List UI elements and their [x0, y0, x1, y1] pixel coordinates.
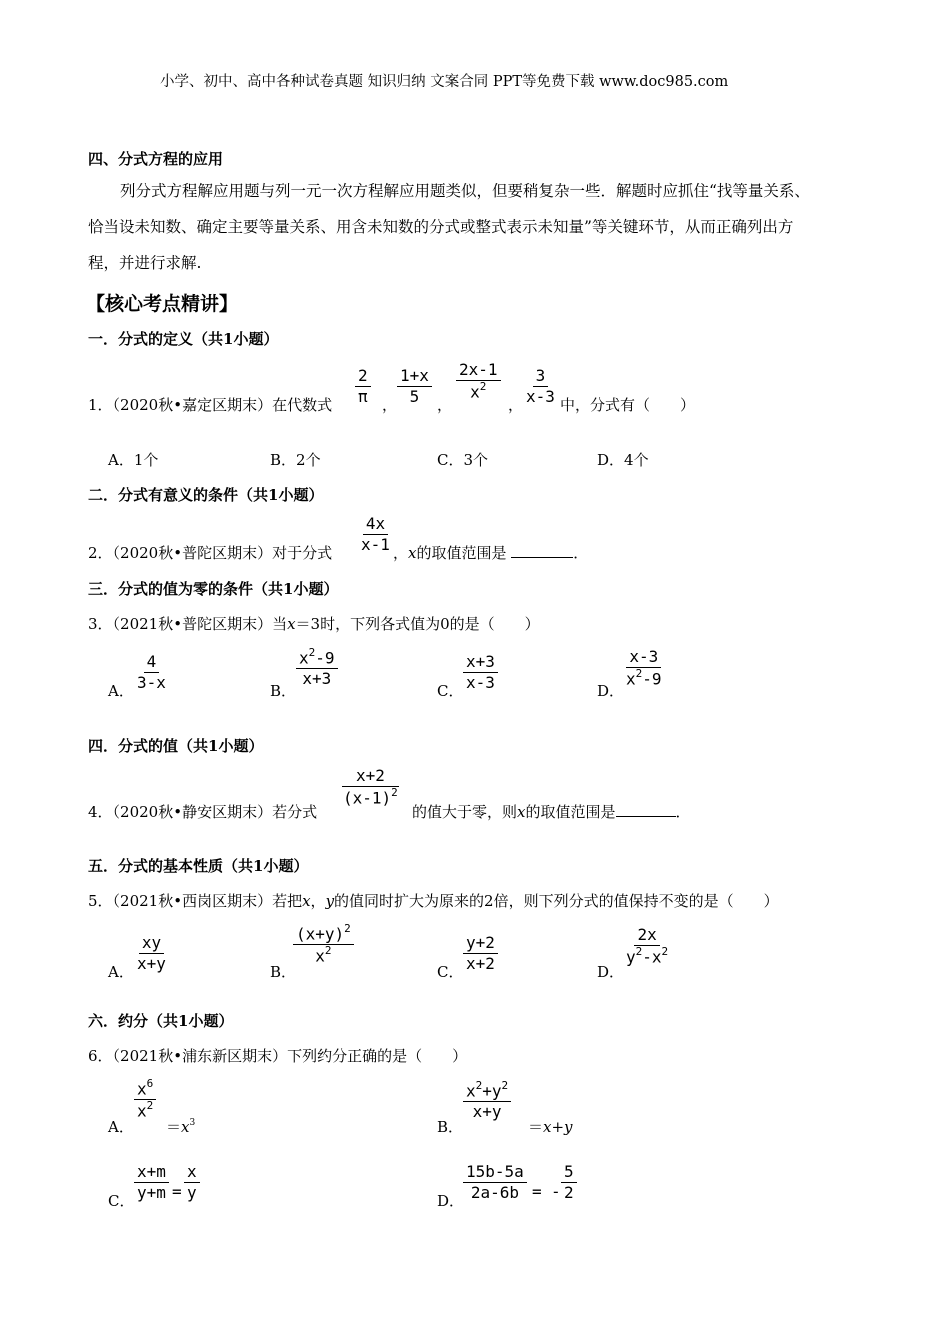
numerator: x-3 — [626, 648, 661, 668]
variable-x: x — [408, 544, 417, 562]
q1-separator-2: ， — [437, 396, 453, 414]
q5-option-d-fraction[interactable] — [623, 926, 671, 966]
q1-stem-post: 中，分式有（ ） — [560, 396, 696, 414]
exponent: 2 — [146, 1099, 154, 1113]
q6-option-d-minus: - — [551, 1182, 561, 1201]
q1-option-a[interactable]: A．1个 — [108, 451, 159, 469]
exponent: 2 — [479, 379, 487, 393]
exponent: 6 — [146, 1077, 154, 1090]
topic-3-title: 三．分式的值为零的条件（共1小题） — [88, 580, 339, 598]
stem-tail: 的取值范围是 — [416, 544, 507, 562]
numerator: 3 — [533, 367, 549, 387]
period: ． — [675, 803, 691, 821]
stem-mid: 的值大于零，则 — [412, 803, 518, 821]
equals: ＝ — [166, 1118, 182, 1136]
mid: +y — [482, 1081, 502, 1101]
q6-label-c[interactable]: C． — [108, 1192, 135, 1210]
q2-fraction — [358, 515, 393, 554]
q3-stem — [88, 613, 540, 634]
denominator: x-1 — [361, 534, 390, 554]
base: x — [626, 669, 636, 689]
mid: -x — [642, 947, 662, 967]
numerator: x+3 — [463, 653, 498, 673]
result-base: x — [181, 1118, 190, 1136]
base: x — [299, 648, 309, 668]
q4-stem-post — [412, 801, 691, 822]
topic-2-title: 二．分式有意义的条件（共1小题） — [88, 486, 324, 504]
q6-option-b-fraction[interactable] — [463, 1081, 511, 1121]
tail: -9 — [315, 648, 335, 668]
q1-separator-3: ， — [508, 396, 524, 414]
q6-stem: 6．（2021秋•浦东新区期末）下列约分正确的是（ ） — [88, 1047, 468, 1065]
base: x — [466, 1081, 476, 1101]
numerator: 2x-1 — [456, 361, 501, 381]
q3-label-b[interactable]: B． — [270, 682, 297, 700]
q3-label-d[interactable]: D． — [597, 682, 625, 700]
page-header: 小学、初中、高中各种试卷真题 知识归纳 文案合同 PPT等免费下载 www.doc985.com — [160, 74, 729, 90]
denominator: y+m — [137, 1182, 166, 1202]
variable-y: y — [325, 892, 335, 910]
q6-option-c-fraction-right[interactable] — [184, 1163, 200, 1202]
denominator: x-3 — [526, 386, 555, 406]
answer-blank[interactable] — [616, 802, 676, 817]
base: x — [137, 1101, 147, 1121]
denominator: x-3 — [466, 672, 495, 692]
numerator — [293, 924, 354, 945]
topic-6-title: 六．约分（共1小题） — [88, 1012, 234, 1030]
q1-separator-1: ， — [382, 396, 398, 414]
base: x — [315, 946, 325, 966]
q6-label-a[interactable]: A． — [108, 1118, 134, 1136]
paragraph-line-3: 程，并进行求解. — [88, 254, 202, 272]
variable-x: x — [517, 803, 526, 821]
stem-post: ＝3时，下列各式值为0的是（ ） — [295, 615, 540, 633]
numerator: x — [184, 1163, 200, 1183]
base: x — [470, 382, 480, 402]
denominator: 2 — [564, 1182, 574, 1202]
q6-option-c-equals: = — [172, 1182, 182, 1201]
q5-label-b[interactable]: B． — [270, 963, 297, 981]
exponent: 2 — [344, 922, 351, 935]
q3-option-b-fraction[interactable] — [296, 648, 338, 688]
denominator: y — [187, 1182, 197, 1202]
exponent: 2 — [501, 1079, 509, 1092]
q5-label-d[interactable]: D． — [597, 963, 625, 981]
numerator: 15b-5a — [463, 1163, 527, 1183]
result: x+y — [543, 1118, 573, 1136]
denominator — [623, 668, 665, 688]
topic-1-title: 一．分式的定义（共1小题） — [88, 330, 279, 348]
numerator: 5 — [561, 1163, 577, 1183]
base: (x+y) — [296, 924, 345, 944]
comma: ， — [310, 892, 326, 910]
q1-fraction-1 — [355, 367, 371, 406]
q5-option-c-fraction[interactable] — [463, 934, 498, 973]
q3-option-a-fraction[interactable] — [134, 653, 169, 692]
denominator — [467, 381, 489, 401]
variable-x: x — [287, 615, 296, 633]
q3-label-c[interactable]: C． — [437, 682, 464, 700]
stem-post: 的值同时扩大为原来的2倍，则下列分式的值保持不变的是（ ） — [334, 892, 779, 910]
base: x — [137, 1079, 147, 1099]
section-title-application: 四、分式方程的应用 — [88, 150, 224, 168]
numerator — [134, 1079, 156, 1100]
q5-option-b-fraction[interactable] — [293, 924, 354, 965]
numerator: xy — [139, 934, 164, 954]
result-exponent: 3 — [189, 1118, 196, 1128]
numerator: 2x — [634, 926, 659, 946]
paragraph-line-2: 恰当设未知数、确定主要等量关系、用含未知数的分式或整式表示未知量”等关键环节，从而正确列出方 — [88, 218, 794, 236]
q1-option-b[interactable]: B．2个 — [270, 451, 321, 469]
core-points-title: 【核心考点精讲】 — [86, 293, 239, 315]
base: (x-1) — [343, 788, 392, 808]
denominator: x+y — [472, 1102, 502, 1122]
q1-fraction-4 — [523, 367, 558, 406]
q5-option-a-fraction[interactable] — [134, 934, 169, 973]
q1-fraction-2 — [397, 367, 432, 406]
numerator — [463, 1081, 511, 1102]
q1-option-d[interactable]: D．4个 — [597, 451, 649, 469]
q1-stem-pre: 1．（2020秋•嘉定区期末）在代数式 — [88, 396, 333, 414]
q6-option-a-result — [166, 1116, 195, 1137]
paragraph-line-1: 列分式方程解应用题与列一元一次方程解应用题类似，但要稍复杂一些．解题时应抓住“找等量关系、 — [120, 182, 810, 200]
q5-label-c[interactable]: C． — [437, 963, 464, 981]
exponent: 2 — [308, 646, 316, 659]
denominator — [134, 1100, 156, 1120]
exponent: 2 — [635, 944, 643, 958]
q6-option-d-fraction-left[interactable] — [463, 1163, 527, 1202]
stem-tail: 的取值范围是 — [525, 803, 616, 821]
denominator: π — [358, 386, 368, 406]
q6-option-a-fraction[interactable] — [134, 1079, 156, 1120]
q6-option-c-fraction-left[interactable] — [134, 1163, 169, 1202]
exponent: 2 — [475, 1079, 483, 1092]
denominator: x+3 — [302, 669, 332, 689]
q3-option-c-fraction[interactable] — [463, 653, 498, 692]
variable-x: x — [302, 892, 311, 910]
q6-option-d-equals: = — [532, 1182, 542, 1201]
stem-pre: 3．（2021秋•普陀区期末）当 — [88, 615, 288, 633]
stem-pre: 5．（2021秋•西岗区期末）若把 — [88, 892, 303, 910]
comma: ， — [393, 544, 409, 562]
exponent: 2 — [324, 944, 332, 958]
numerator — [296, 648, 338, 669]
q1-option-c[interactable]: C．3个 — [437, 451, 489, 469]
denominator: 3-x — [137, 672, 166, 692]
exponent: 2 — [391, 785, 398, 799]
numerator: x+m — [134, 1163, 169, 1183]
denominator — [312, 945, 334, 965]
exponent: 2 — [635, 666, 643, 680]
q1-fraction-3 — [456, 361, 501, 401]
numerator: 1+x — [397, 367, 432, 387]
topic-4-title: 四．分式的值（共1小题） — [88, 737, 264, 755]
answer-blank[interactable] — [511, 543, 573, 558]
numerator: x+2 — [342, 767, 399, 787]
q3-option-d-fraction[interactable] — [623, 648, 665, 688]
period: ． — [573, 544, 589, 562]
denominator: 5 — [409, 386, 420, 406]
q2-stem-post — [393, 542, 588, 563]
equals: ＝ — [528, 1118, 544, 1136]
exponent: 2 — [661, 944, 669, 958]
q6-label-b[interactable]: B． — [437, 1118, 464, 1136]
denominator — [340, 787, 401, 807]
q5-label-a[interactable]: A． — [108, 963, 134, 981]
numerator: 2 — [355, 367, 371, 387]
denominator — [623, 946, 671, 966]
numerator: 4 — [144, 653, 160, 673]
q4-fraction — [340, 767, 401, 807]
q4-stem-pre: 4．（2020秋•静安区期末）若分式 — [88, 803, 318, 821]
q5-stem — [88, 890, 779, 911]
q2-stem-pre: 2．（2020秋•普陀区期末）对于分式 — [88, 544, 333, 562]
q3-label-a[interactable]: A． — [108, 682, 134, 700]
denominator: x+2 — [466, 953, 495, 973]
base: y — [626, 947, 636, 967]
denominator: x+y — [137, 953, 166, 973]
denominator: 2a-6b — [470, 1182, 519, 1202]
numerator: 4x — [363, 515, 388, 535]
q6-label-d[interactable]: D． — [437, 1192, 465, 1210]
topic-5-title: 五．分式的基本性质（共1小题） — [88, 857, 309, 875]
q6-option-b-result — [528, 1116, 573, 1137]
numerator: y+2 — [463, 934, 498, 954]
q6-option-d-fraction-right[interactable] — [561, 1163, 577, 1202]
tail: -9 — [642, 669, 662, 689]
